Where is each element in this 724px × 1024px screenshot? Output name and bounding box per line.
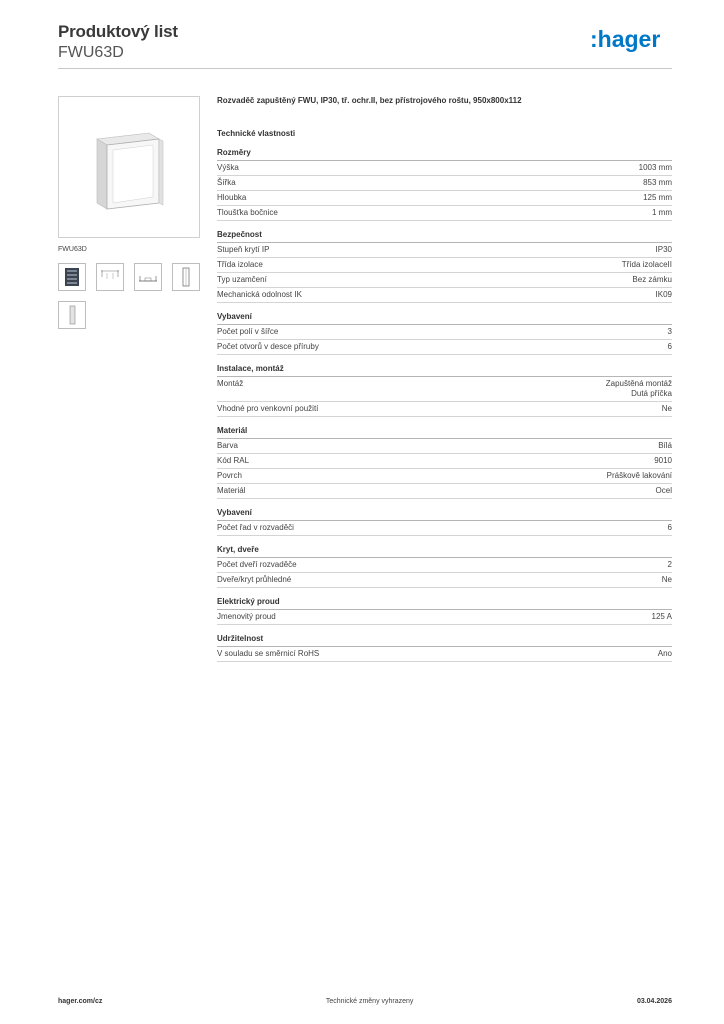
side-view-icon [63, 304, 81, 326]
spec-label: Počet dveří rozvaděče [217, 560, 297, 569]
spec-row [217, 573, 672, 588]
spec-label: Hloubka [217, 193, 247, 202]
spec-row [217, 288, 672, 303]
spec-label: Jmenovitý proud [217, 612, 276, 621]
profile-icon [177, 266, 195, 288]
spec-value-line: Dutá příčka [631, 389, 672, 398]
spec-label: Materiál [217, 486, 246, 495]
spec-row [217, 521, 672, 536]
spec-value [607, 471, 672, 481]
side-view-thumb[interactable] [58, 301, 86, 329]
spec-value [652, 612, 672, 622]
spec-value-line: 2 [667, 560, 672, 569]
hager-logo-mark [590, 28, 672, 54]
side-drawing-thumb[interactable] [134, 263, 162, 291]
spec-value [658, 649, 672, 659]
spec-label: Počet polí v šířce [217, 327, 279, 336]
spec-value-line: 125 A [651, 612, 672, 621]
spec-label: Třída izolace [217, 260, 263, 269]
spec-label: Dveře/kryt průhledné [217, 575, 292, 584]
spec-value-line: 6 [667, 342, 672, 351]
spec-section-title: Elektrický proud [217, 597, 672, 610]
spec-section [217, 148, 672, 221]
spec-label: Typ uzamčení [217, 275, 267, 284]
spec-value-line: 1 mm [652, 208, 672, 217]
spec-label: Vhodné pro venkovní použití [217, 404, 319, 413]
spec-value-line: Bílá [658, 441, 672, 450]
spec-value [668, 342, 672, 352]
spec-section [217, 597, 672, 625]
spec-value-line: Ano [657, 649, 672, 658]
product-main-image[interactable] [58, 96, 200, 238]
spec-value [652, 208, 672, 218]
spec-label: Stupeň krytí IP [217, 245, 270, 254]
spec-value [668, 523, 672, 533]
spec-value-line: IP30 [655, 245, 672, 254]
spec-section-title: Vybavení [217, 508, 672, 521]
spec-row [217, 206, 672, 221]
spec-value-line: Třída izolaceII [621, 260, 672, 269]
spec-label: Počet otvorů v desce příruby [217, 342, 319, 351]
spec-value [668, 560, 672, 570]
spec-value [656, 245, 672, 255]
spec-label: Mechanická odolnost IK [217, 290, 302, 299]
spec-label: Montáž [217, 379, 244, 388]
spec-value-line: Práškově lakování [606, 471, 672, 480]
product-details [217, 96, 672, 671]
spec-value [656, 486, 672, 496]
spec-value [632, 275, 672, 285]
spec-row [217, 273, 672, 288]
specification-sections [217, 148, 672, 662]
dimension-drawing-icon [99, 267, 121, 287]
spec-value-line: 125 mm [643, 193, 672, 202]
spec-label: Šířka [217, 178, 236, 187]
spec-label: V souladu se směrnicí RoHS [217, 649, 320, 658]
product-description: Rozvaděč zapuštěný FWU, IP30, tř. ochr.II, bez přístrojového roštu, 950x800x112 [217, 96, 522, 105]
spec-value [658, 441, 672, 451]
spec-row [217, 243, 672, 258]
page-header [58, 22, 672, 62]
spec-value-line: 6 [667, 523, 672, 532]
spec-section [217, 508, 672, 536]
spec-row [217, 439, 672, 454]
spec-value [654, 456, 672, 466]
footer-website[interactable]: hager.com/cz [58, 998, 103, 1005]
spec-value [606, 379, 672, 399]
spec-value-line: 3 [667, 327, 672, 336]
spec-value [639, 163, 672, 173]
spec-value-line: Ne [661, 404, 672, 413]
spec-value-line: IK09 [655, 290, 672, 299]
spec-section-title: Vybavení [217, 312, 672, 325]
thumbnail-strip [58, 263, 228, 329]
spec-row [217, 647, 672, 662]
front-view-thumb[interactable] [58, 263, 86, 291]
spec-value [643, 193, 672, 203]
spec-section-title: Bezpečnost [217, 230, 672, 243]
front-view-icon [63, 267, 81, 287]
spec-value-line: Ocel [655, 486, 672, 495]
header-divider [58, 68, 672, 69]
spec-section-title: Udržitelnost [217, 634, 672, 647]
spec-row [217, 484, 672, 499]
spec-value-line: Bez zámku [632, 275, 672, 284]
spec-label: Výška [217, 163, 239, 172]
spec-value [662, 575, 672, 585]
footer-notice: Technické změny vyhrazeny [325, 998, 414, 1005]
svg-text::hager: :hager [590, 28, 661, 52]
spec-value [643, 178, 672, 188]
spec-row [217, 610, 672, 625]
spec-section [217, 426, 672, 499]
spec-section [217, 230, 672, 303]
spec-row [217, 176, 672, 191]
spec-row [217, 191, 672, 206]
page-footer [58, 998, 672, 1005]
spec-row [217, 469, 672, 484]
spec-section-title: Instalace, montáž [217, 364, 672, 377]
spec-row [217, 161, 672, 176]
image-caption: FWU63D [58, 246, 87, 253]
dimension-drawing-thumb[interactable] [96, 263, 124, 291]
enclosure-image [79, 117, 179, 217]
spec-section-title: Kryt, dveře [217, 545, 672, 558]
spec-section [217, 312, 672, 355]
product-gallery [58, 96, 200, 329]
side-drawing-icon [137, 267, 159, 287]
spec-value [662, 404, 672, 414]
spec-label: Počet řad v rozvaděči [217, 523, 294, 532]
spec-section [217, 364, 672, 417]
spec-row [217, 454, 672, 469]
spec-value [622, 260, 672, 270]
spec-value-line: 853 mm [643, 178, 672, 187]
spec-value-line: Ne [661, 575, 672, 584]
spec-label: Kód RAL [217, 456, 250, 465]
hager-logo [590, 28, 672, 54]
document-title: Produktový list [58, 22, 178, 41]
spec-label: Povrch [217, 471, 242, 480]
spec-row [217, 558, 672, 573]
spec-section-title: Materiál [217, 426, 672, 439]
spec-section [217, 545, 672, 588]
spec-row [217, 258, 672, 273]
spec-section [217, 634, 672, 662]
technical-properties-heading: Technické vlastnosti [217, 129, 296, 138]
spec-row [217, 377, 672, 402]
spec-value-line: Zapuštěná montáž [605, 379, 672, 388]
spec-value-line: 1003 mm [638, 163, 672, 172]
product-code: FWU63D [58, 44, 124, 61]
spec-value [668, 327, 672, 337]
footer-date: 03.04.2026 [636, 998, 672, 1005]
spec-value-line: 9010 [654, 456, 672, 465]
spec-section-title: Rozměry [217, 148, 672, 161]
spec-value [656, 290, 672, 300]
profile-thumb[interactable] [172, 263, 200, 291]
spec-label: Tloušťka bočnice [217, 208, 278, 217]
spec-row [217, 325, 672, 340]
spec-row [217, 340, 672, 355]
spec-row [217, 402, 672, 417]
spec-label: Barva [217, 441, 238, 450]
